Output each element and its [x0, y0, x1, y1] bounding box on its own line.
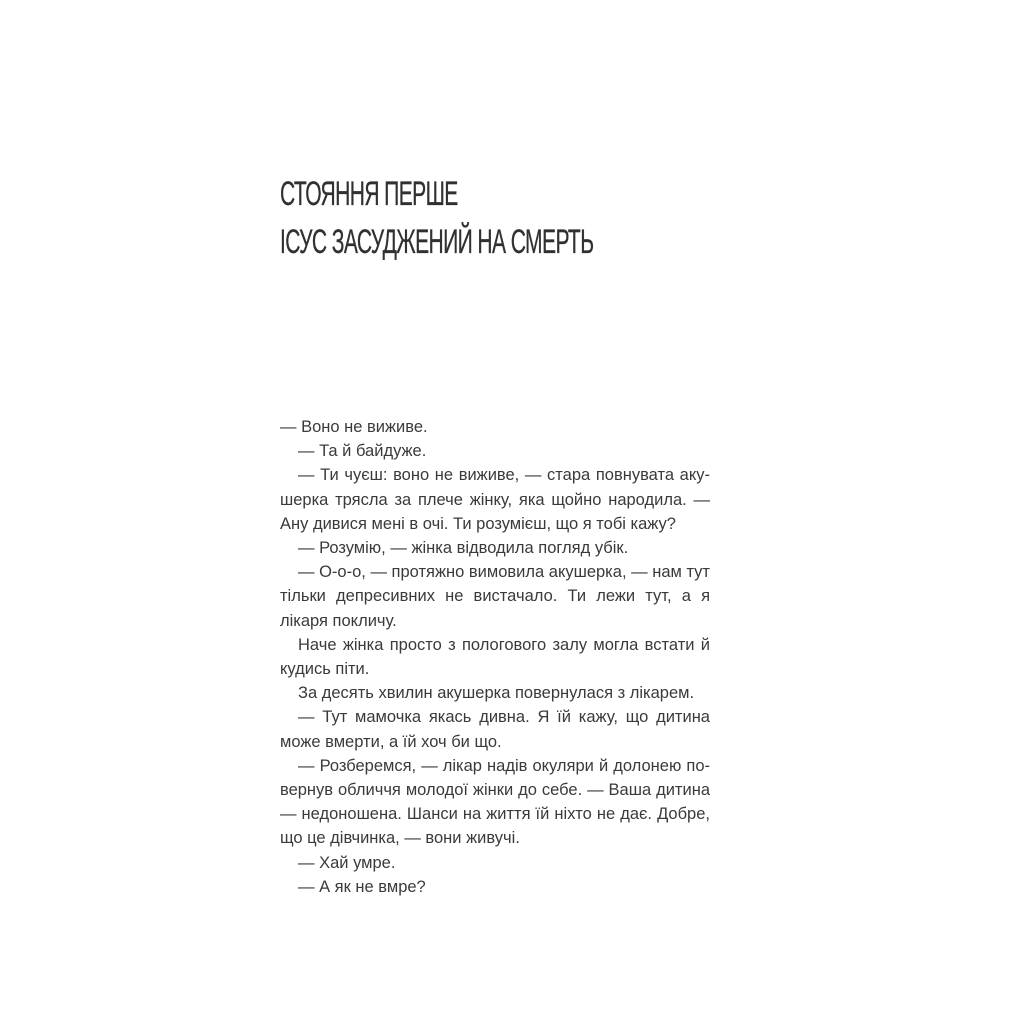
paragraph: Наче жінка просто з пологового залу могла встати й кудись піти.: [280, 635, 710, 679]
paragraph: — Тут мамочка якась дивна. Я їй кажу, що дитина може вмерти, а їй хоч би що.: [280, 708, 710, 751]
paragraph: — Хай умре.: [298, 853, 396, 872]
paragraph: — Розумію, — жінка відводила погляд убік.: [298, 539, 629, 558]
chapter-heading: [280, 170, 740, 266]
paragraph: — О-о-о, — протяжно вимовила акушерка, — нам тут тільки депресивних не вистачало. Ти лежи тут, а я лікаря покличу.: [280, 563, 710, 630]
paragraph: — Розберемся, — лікар надів окуляри й долонею повернув обличчя молодої жінки до себе. — Ваша дитина — недоношена. Шанси на життя їй ніхто не дає. Добре, що це дівчинка, — вони живучі.: [280, 756, 710, 848]
body-text: [280, 415, 710, 899]
paragraph: — Воно не виживе.: [280, 418, 428, 436]
paragraph: За десять хвилин акушерка повернулася з лікарем.: [298, 684, 695, 703]
paragraph: — А як не вмре?: [298, 877, 426, 896]
paragraph: — Ти чуєш: воно не виживе, — стара повнувата акушерка трясла за плече жінку, яка щойно народила. — Ану дивися мені в очі. Ти розумієш, що я тобі кажу?: [280, 466, 710, 533]
chapter-title-line-2: ІСУС ЗАСУДЖЕНИЙ НА СМЕРТЬ: [280, 223, 594, 261]
paragraph: — Та й байдуже.: [298, 442, 427, 461]
chapter-title-line-1: СТОЯННЯ ПЕРШЕ: [280, 175, 458, 213]
